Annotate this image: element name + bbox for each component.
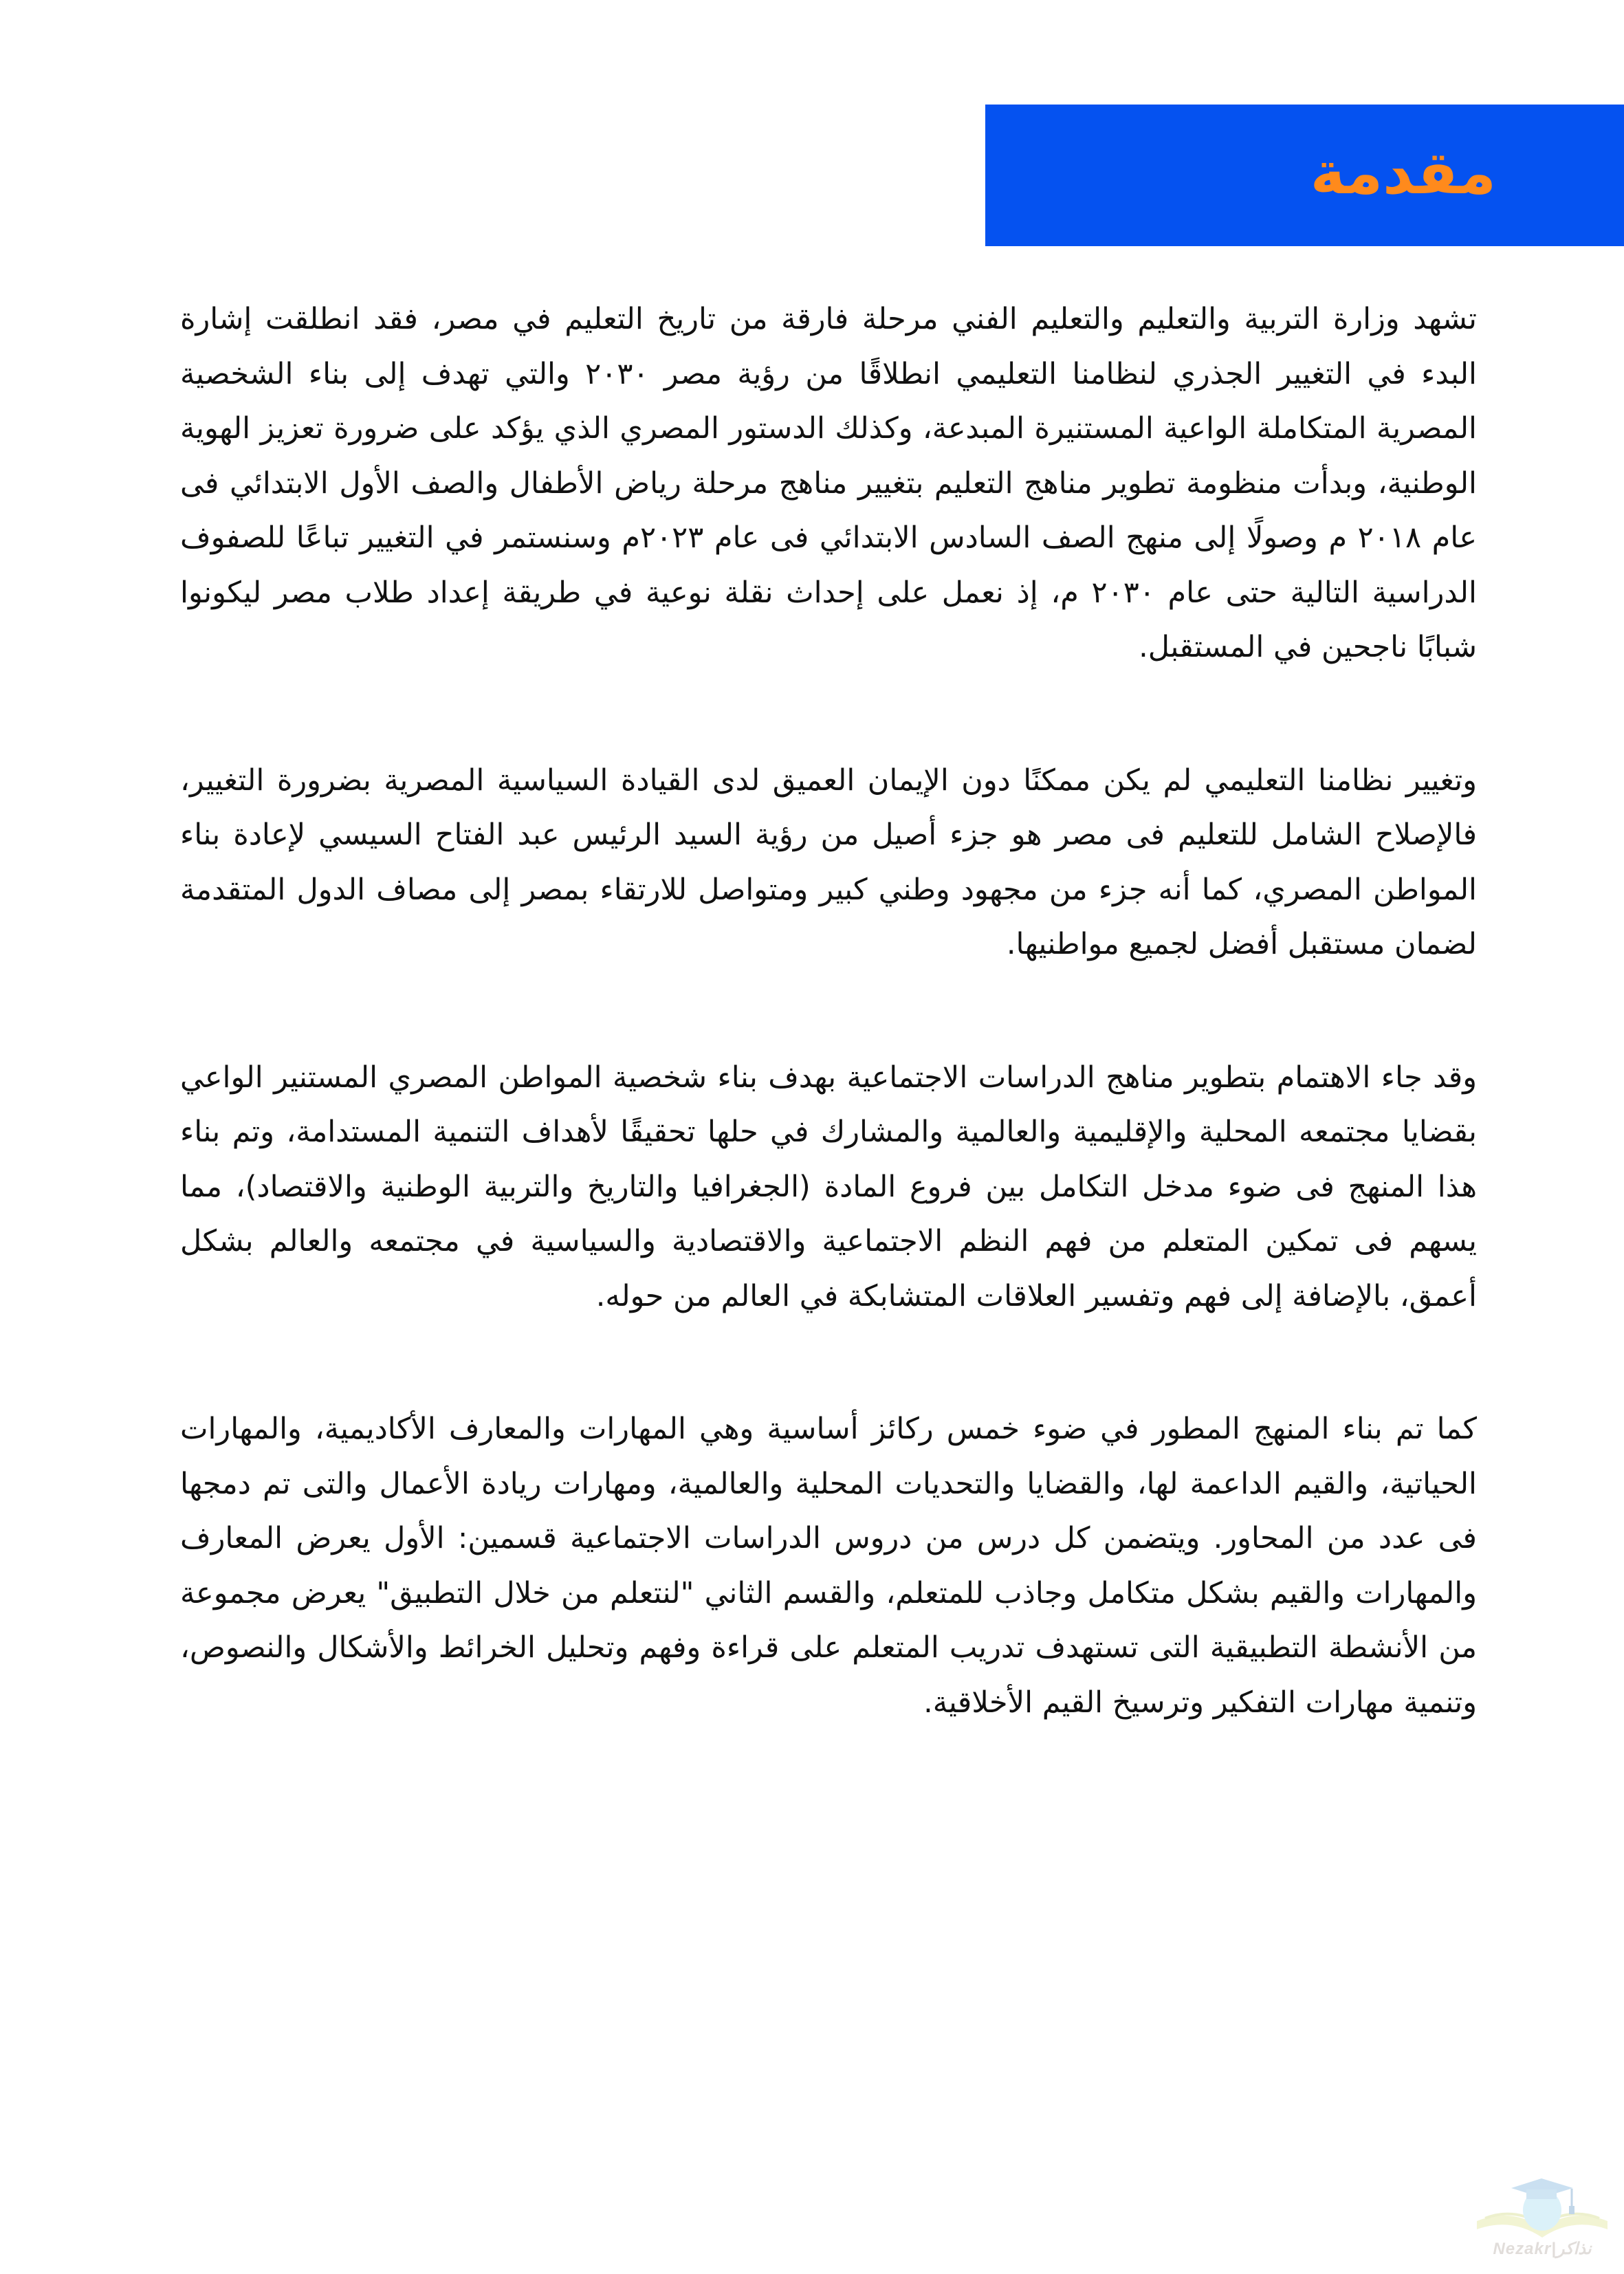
paragraph-political-leadership: وتغيير نظامنا التعليمي لم يكن ممكنًا دون الإيمان العميق لدى القيادة السياسية المصرية بضرورة التغيير، فالإصلاح الشامل للتعليم فى مصر هو جزء أصيل من رؤية السيد الرئيس عبد الفتاح السيسي لإعادة بناء المواطن المصري، كما أنه جزء من مجهود وطني كبير ومتواصل للارتقاء بمصر إلى مصاف الدول المتقدمة لضمان مستقبل أفضل لجميع مواطنيها.	[180, 763, 1477, 961]
introduction-body	[180, 292, 1477, 1730]
watermark-logo	[1470, 2166, 1614, 2269]
paragraph-social-studies: وقد جاء الاهتمام بتطوير مناهج الدراسات الاجتماعية بهدف بناء شخصية المواطن المصري المستنير الواعي بقضايا مجتمعه المحلية والإقليمية والعالمية والمشارك في حلها تحقيقًا لأهداف التنمية المستدامة، وتم بناء هذا المنهج فى ضوء مدخل التكامل بين فروع المادة (الجغرافيا والتاريخ والتربية الوطنية والاقتصاد)، مما يسهم فى تمكين المتعلم من فهم النظم الاجتماعية والاقتصادية والسياسية في مجتمعه والعالم بشكل أعمق، بالإضافة إلى فهم وتفسير العلاقات المتشابكة في العالم من حوله.	[180, 1060, 1477, 1313]
graduation-cap-book-icon	[1470, 2166, 1614, 2243]
page-title: مقدمة	[1310, 139, 1496, 208]
paragraph-five-pillars: كما تم بناء المنهج المطور في ضوء خمس ركائز أساسية وهي المهارات والمعارف الأكاديمية، والمهارات الحياتية، والقيم الداعمة لها، والقضايا والتحديات المحلية والعالمية، ومهارات ريادة الأعمال والتى تم دمجها فى عدد من المحاور. ويتضمن كل درس من دروس الدراسات الاجتماعية قسمين: الأول يعرض المعارف والمهارات والقيم بشكل متكامل وجاذب للمتعلم، والقسم الثاني "لنتعلم من خلال التطبيق" يعرض مجموعة من الأنشطة التطبيقية التى تستهدف تدريب المتعلم على قراءة وفهم وتحليل الخرائط والأشكال والنصوص، وتنمية مهارات التفكير وترسيخ القيم الأخلاقية.	[180, 1412, 1477, 1720]
title-banner	[985, 105, 1624, 246]
paragraph-vision-2030: تشهد وزارة التربية والتعليم والتعليم الفني مرحلة فارقة من تاريخ التعليم في مصر، فقد انطلقت إشارة البدء في التغيير الجذري لنظامنا التعليمي انطلاقًا من رؤية مصر ٢٠٣٠ والتي تهدف إلى بناء الشخصية المصرية المتكاملة الواعية المستنيرة المبدعة، وكذلك الدستور المصري الذي يؤكد على ضرورة تعزيز الهوية الوطنية، وبدأت منظومة تطوير مناهج التعليم بتغيير مناهج مرحلة رياض الأطفال والصف الأول الابتدائي فى عام ٢٠١٨ م وصولًا إلى منهج الصف السادس الابتدائي فى عام ٢٠٢٣م وسنستمر في التغيير تباعًا للصفوف الدراسية التالية حتى عام ٢٠٣٠ م، إذ نعمل على إحداث نقلة نوعية في طريقة إعداد طلاب مصر ليكونوا شبابًا ناجحين في المستقبل.	[180, 302, 1477, 664]
watermark-label: Nezakr|نذاكر	[1493, 2240, 1592, 2258]
